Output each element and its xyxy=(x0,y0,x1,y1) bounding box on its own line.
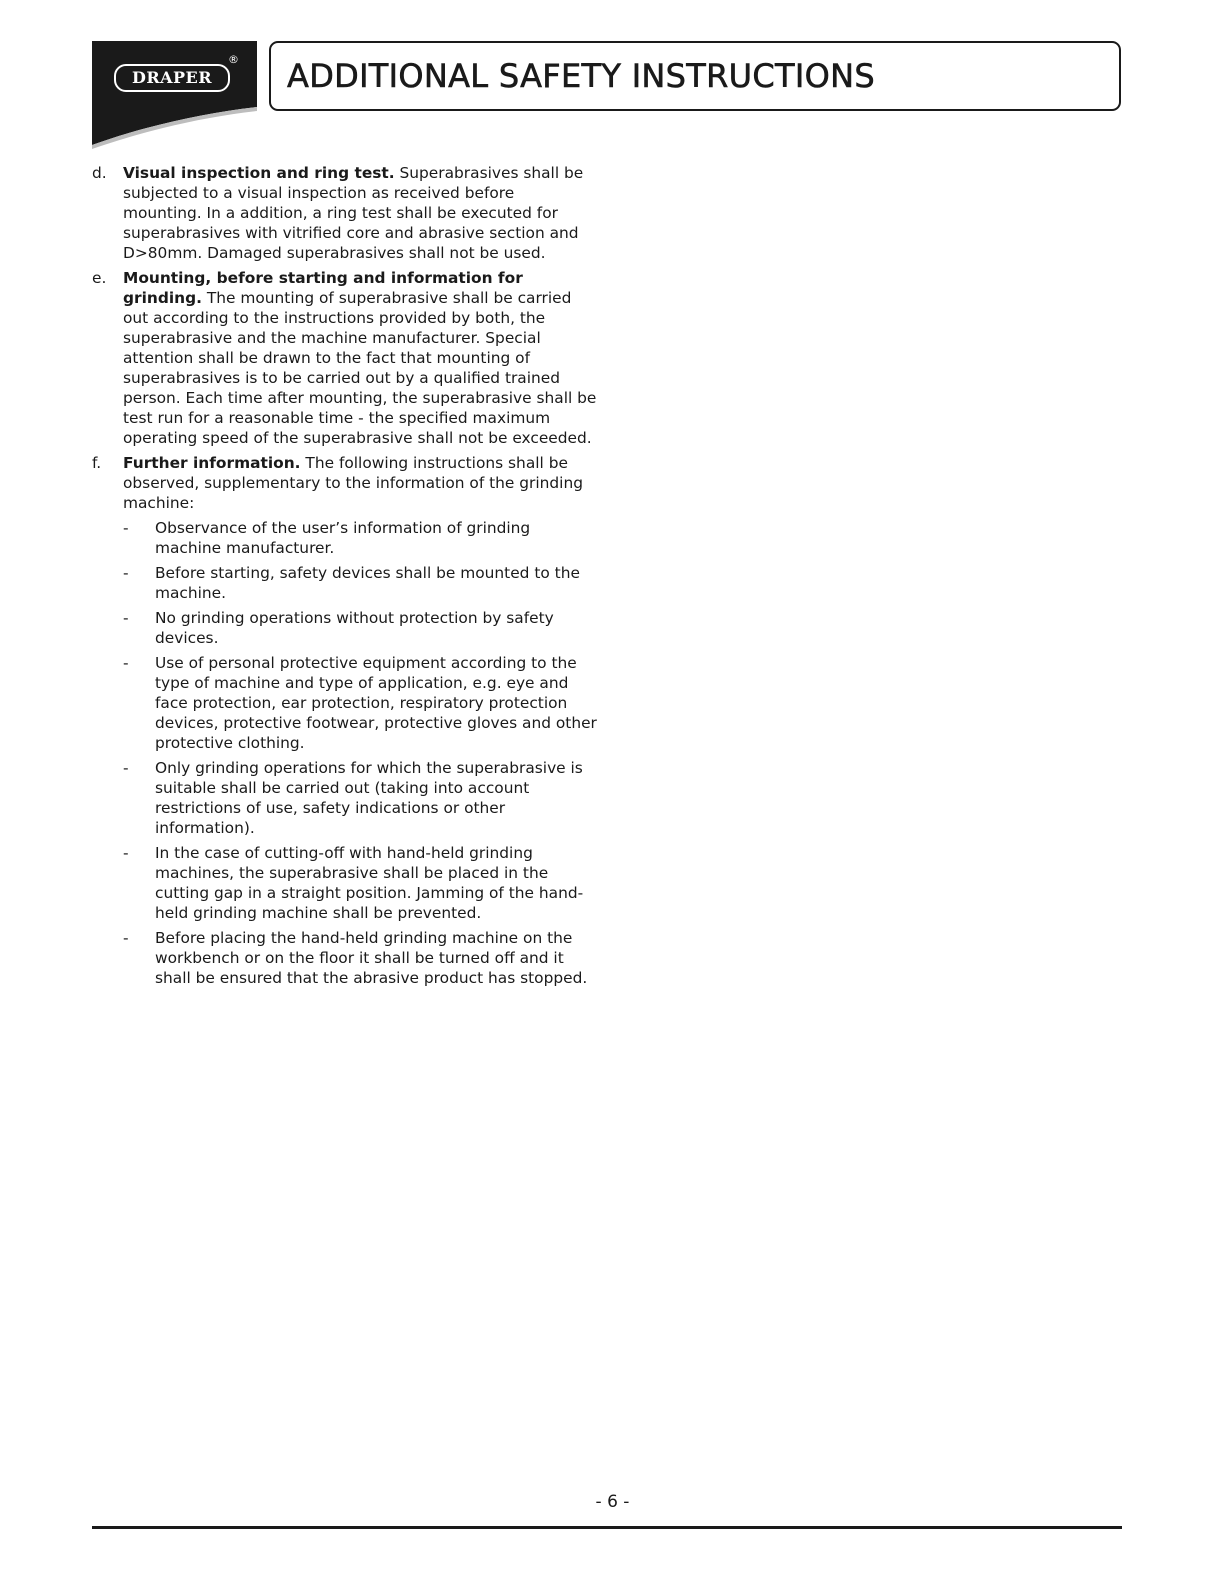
item-letter: e. xyxy=(92,269,107,287)
list-item xyxy=(92,608,597,648)
list-item xyxy=(92,563,597,603)
bullet-dash: - xyxy=(123,609,129,627)
item-body: Superabrasives shall be subjected to a visual inspection as received before mounting. In a addition, a ring test shall be executed for superabrasives with vitrified core and abrasive section and D>80mm. Damaged superabrasives shall not be used. xyxy=(123,164,584,262)
bullet-dash: - xyxy=(123,654,129,672)
instruction-item-d xyxy=(92,163,597,263)
item-body: The following instructions shall be observed, supplementary to the information of the grinding machine: xyxy=(123,454,583,512)
list-item xyxy=(92,758,597,838)
list-item xyxy=(92,843,597,923)
registered-mark: ® xyxy=(228,53,239,66)
list-item xyxy=(92,653,597,753)
bullet-dash: - xyxy=(123,929,129,947)
list-item-text: In the case of cutting-off with hand-held grinding machines, the superabrasive shall be placed in the cutting gap in a straight position. Jamming of the hand-held grinding machine shall be prevented. xyxy=(155,844,584,922)
logo-brand-text: DRAPER xyxy=(114,64,230,92)
list-item-text: Before placing the hand-held grinding machine on the workbench or on the floor it shall be turned off and it shall be ensured that the abrasive product has stopped. xyxy=(155,929,588,987)
list-item-text: Use of personal protective equipment according to the type of machine and type of application, e.g. eye and face protection, ear protection, respiratory protection devices, protective footwear, protective gloves and other protective clothing. xyxy=(155,654,597,752)
draper-logo xyxy=(92,41,257,151)
item-letter: d. xyxy=(92,164,107,182)
item-letter: f. xyxy=(92,454,102,472)
list-item xyxy=(92,518,597,558)
further-information-list xyxy=(92,518,597,988)
bullet-dash: - xyxy=(123,564,129,582)
item-heading: Mounting, before starting and information for grinding. xyxy=(123,269,523,307)
instruction-item-f xyxy=(92,453,597,513)
list-item-text: Observance of the user’s information of grinding machine manufacturer. xyxy=(155,519,531,557)
footer-divider xyxy=(92,1526,1122,1529)
list-item-text: Only grinding operations for which the superabrasive is suitable shall be carried out (taking into account restrictions of use, safety indications or other information). xyxy=(155,759,583,837)
page-number: - 6 - xyxy=(595,1492,630,1512)
bullet-dash: - xyxy=(123,519,129,537)
bullet-dash: - xyxy=(123,844,129,862)
list-item xyxy=(92,928,597,988)
item-body: The mounting of superabrasive shall be carried out according to the instructions provided by both, the superabrasive and the machine manufacturer. Special attention shall be drawn to the fact that mounting of superabrasives is to be carried out by a qualified trained person. Each time after mounting, the superabrasive shall be test run for a reasonable time - the specified maximum operating speed of the superabrasive shall not be exceeded. xyxy=(123,289,597,447)
bullet-dash: - xyxy=(123,759,129,777)
item-heading: Further information. xyxy=(123,454,301,472)
page-header xyxy=(269,41,1121,111)
list-item-text: No grinding operations without protection by safety devices. xyxy=(155,609,554,647)
instruction-item-e xyxy=(92,268,597,448)
item-heading: Visual inspection and ring test. xyxy=(123,164,395,182)
page-title: ADDITIONAL SAFETY INSTRUCTIONS xyxy=(287,57,875,95)
instructions-content xyxy=(92,163,597,993)
list-item-text: Before starting, safety devices shall be mounted to the machine. xyxy=(155,564,580,602)
